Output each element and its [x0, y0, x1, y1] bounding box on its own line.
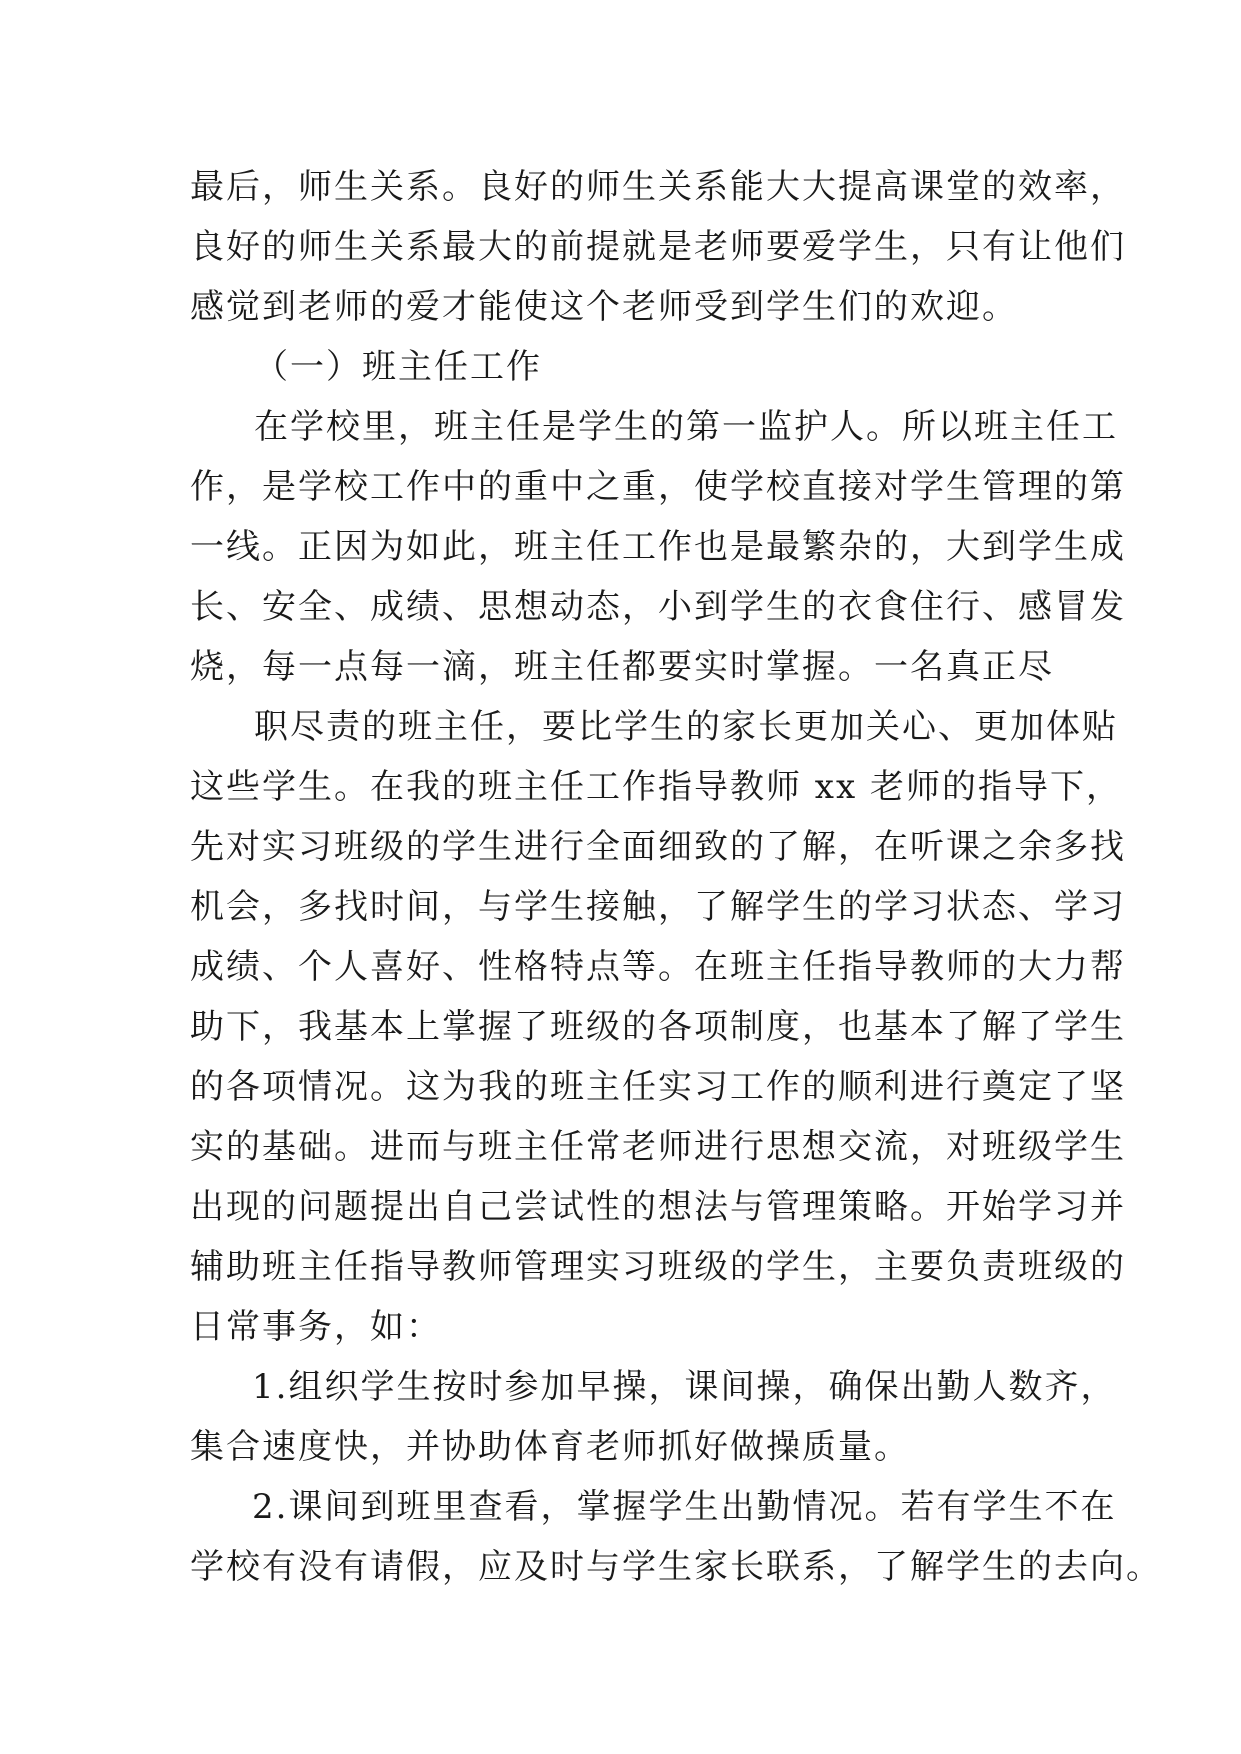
text-line: 辅助班主任指导教师管理实习班级的学生，主要负责班级的 [190, 1247, 1126, 1287]
text-line: 职尽责的班主任，要比学生的家长更加关心、更加体贴 [254, 707, 1118, 747]
text-line: 作，是学校工作中的重中之重，使学校直接对学生管理的第 [190, 467, 1126, 507]
list-item-1 [190, 1357, 1117, 1477]
text-line: 一线。正因为如此，班主任工作也是最繁杂的，大到学生成 [190, 527, 1126, 567]
text-line: 在学校里，班主任是学生的第一监护人。所以班主任工 [254, 407, 1118, 447]
text-line: 集合速度快，并协助体育老师抓好做操质量。 [190, 1427, 910, 1467]
text-line: 先对实习班级的学生进行全面细致的了解，在听课之余多找 [190, 827, 1126, 867]
text-line: 这些学生。在我的班主任工作指导教师 xx 老师的指导下， [190, 767, 1122, 807]
text-line: 的各项情况。这为我的班主任实习工作的顺利进行奠定了坚 [190, 1067, 1126, 1107]
document-page [190, 157, 1162, 1597]
text-line: 机会，多找时间，与学生接触，了解学生的学习状态、学习 [190, 887, 1126, 927]
text-line: 助下，我基本上掌握了班级的各项制度，也基本了解了学生 [190, 1007, 1126, 1047]
list-item-2 [190, 1477, 1162, 1597]
text-line: 长、安全、成绩、思想动态，小到学生的衣食住行、感冒发 [190, 587, 1126, 627]
text-line: 感觉到老师的爱才能使这个老师受到学生们的欢迎。 [190, 287, 1018, 327]
text-line: 实的基础。进而与班主任常老师进行思想交流，对班级学生 [190, 1127, 1126, 1167]
paragraph-class-teacher-duties [190, 697, 1126, 1357]
text-line: 出现的问题提出自己尝试性的想法与管理策略。开始学习并 [190, 1187, 1126, 1227]
section-heading-class-teacher-work [190, 337, 1070, 397]
text-line: 日常事务，如： [190, 1307, 442, 1347]
paragraph-teacher-student-relation [190, 157, 1126, 337]
text-line: 2.课间到班里查看，掌握学生出勤情况。若有学生不在 [252, 1487, 1117, 1527]
text-line: 最后，师生关系。良好的师生关系能大大提高课堂的效率， [190, 167, 1126, 207]
section-heading: （一）班主任工作 [254, 347, 542, 387]
text-line: 学校有没有请假，应及时与学生家长联系，了解学生的去向。 [190, 1547, 1162, 1587]
text-line: 良好的师生关系最大的前提就是老师要爱学生，只有让他们 [190, 227, 1126, 267]
text-line: 烧，每一点每一滴，班主任都要实时掌握。一名真正尽 [190, 647, 1054, 687]
text-line: 1.组织学生按时参加早操，课间操，确保出勤人数齐， [252, 1367, 1117, 1407]
text-line: 成绩、个人喜好、性格特点等。在班主任指导教师的大力帮 [190, 947, 1126, 987]
paragraph-class-teacher-intro [190, 397, 1126, 697]
